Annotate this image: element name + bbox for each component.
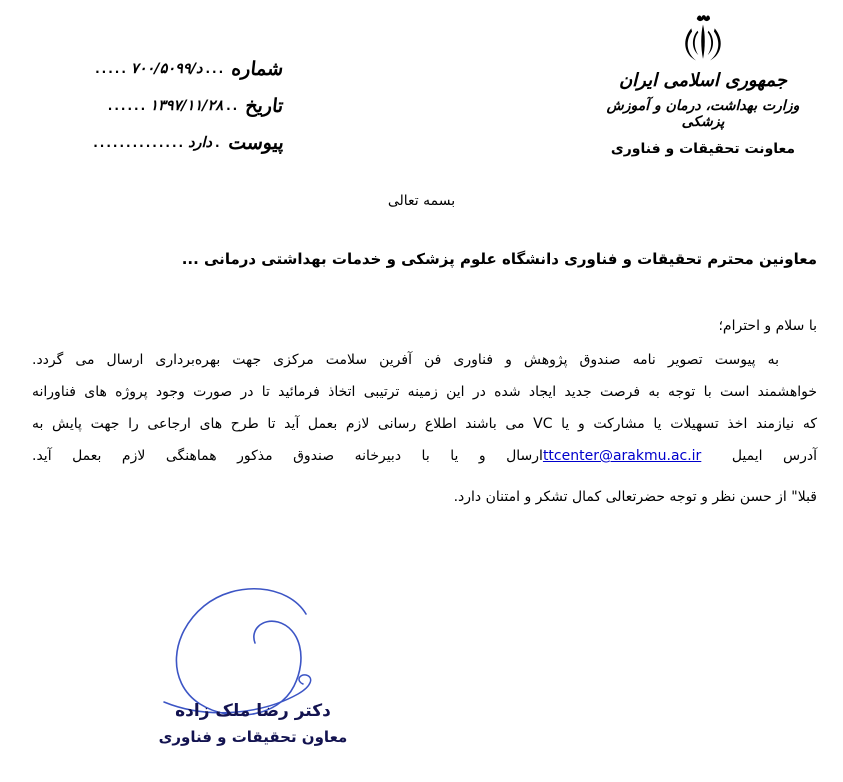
letter-body bbox=[32, 344, 817, 513]
letter-attachment-value: دارد bbox=[188, 134, 213, 151]
besmele-heading: بسمه تعالی bbox=[387, 193, 456, 209]
iran-emblem-icon bbox=[678, 10, 728, 64]
letterhead-block bbox=[583, 10, 823, 157]
salutation-line: با سلام و احترام؛ bbox=[718, 318, 817, 334]
ministry-title-calligraphy: وزارت بهداشت، درمان و آموزش پزشکی bbox=[606, 98, 800, 130]
recipient-line: معاونین محترم تحقیقات و فناوری دانشگاه علوم پزشکی و خدمات بهداشتی درمانی ... bbox=[181, 250, 817, 268]
letter-date-row bbox=[26, 87, 282, 124]
letter-attachment-row bbox=[26, 124, 282, 161]
letter-number-row bbox=[26, 50, 282, 87]
dotted-leader: ...... bbox=[107, 98, 148, 113]
body-line-1: به پیوست تصویر نامه صندوق پژوهش و فناوری فن آفرین سلامت مرکزی جهت بهره‌برداری ارسال می گردد. bbox=[32, 352, 779, 368]
dotted-leader: .............. bbox=[93, 135, 186, 150]
dotted-leader: . bbox=[215, 135, 222, 150]
letter-number-label: شماره bbox=[228, 57, 284, 80]
signatory-block bbox=[146, 701, 360, 746]
dotted-leader: ..... bbox=[95, 61, 128, 76]
letter-number-value: د/۷۰۰/۵۰۹۹ bbox=[130, 60, 203, 77]
dotted-leader: ... bbox=[205, 61, 226, 76]
closing-line: قبلا" از حسن نظر و توجه حضرتعالی کمال تشکر و امتنان دارد. bbox=[453, 489, 817, 505]
letter-date-label: تاریخ bbox=[242, 94, 284, 117]
signatory-name: دکتر رضا ملک زاده bbox=[175, 701, 331, 721]
signatory-title: معاون تحقیقات و فناوری bbox=[158, 728, 348, 746]
department-title: معاونت تحقیقات و فناوری bbox=[610, 141, 796, 157]
email-link[interactable]: ttcenter@arakmu.ac.ir bbox=[542, 448, 702, 464]
dotted-leader: .. bbox=[226, 98, 240, 113]
body-line-4 bbox=[32, 440, 817, 472]
letter-attachment-label: پیوست bbox=[225, 131, 284, 154]
letter-meta-block bbox=[26, 50, 282, 161]
body-line-2: خواهشمند است با توجه به فرصت جدید ایجاد شده در این زمینه ترتیبی اتخاذ فرمائید تا در صورت وجود پروژه های فناورانه bbox=[32, 384, 817, 400]
country-title-calligraphy: جمهوری اسلامی ایران bbox=[618, 70, 788, 91]
email-suffix-text: ارسال و یا با دبیرخانه صندوق مذکور هماهنگی لازم بعمل آید. bbox=[32, 448, 543, 464]
letter-date-value: ۱۳۹۷/۱۱/۲۸ bbox=[150, 97, 224, 114]
body-line-3: که نیازمند اخذ تسهیلات یا مشارکت و یا VC می باشند اطلاع رسانی لازم بعمل آید تا طرح های ارجاعی را جهت پایش به bbox=[32, 416, 817, 432]
email-prefix-text: آدرس ایمیل bbox=[731, 448, 817, 464]
